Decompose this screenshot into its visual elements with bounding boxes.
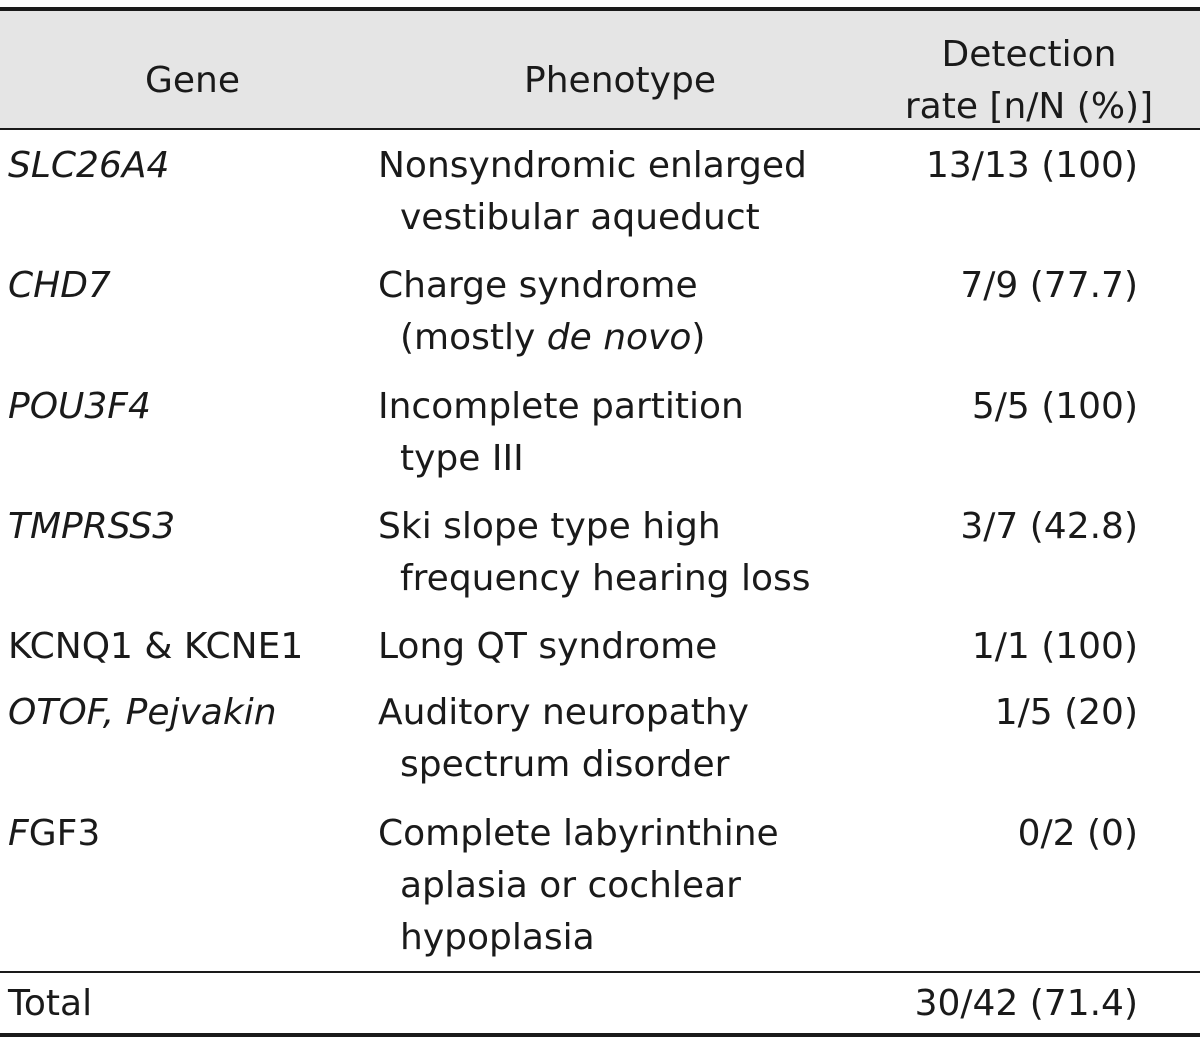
phenotype-line1: Nonsyndromic enlarged <box>378 145 807 186</box>
detection-cell: 5/5 (100) <box>971 386 1138 427</box>
table-total-rule <box>0 971 1200 973</box>
detection-cell: 7/9 (77.7) <box>960 265 1138 306</box>
phenotype-line2 <box>378 312 705 364</box>
phenotype-cell <box>378 621 717 673</box>
header-detection-line1: Detection <box>941 34 1117 75</box>
table-header <box>0 11 1200 128</box>
table-header-rule <box>0 128 1200 130</box>
detection-cell: 1/5 (20) <box>994 692 1138 733</box>
phenotype-line1: Auditory neuropathy <box>378 692 749 733</box>
detection-cell: 0/2 (0) <box>1017 813 1138 854</box>
phenotype-cell <box>378 501 810 605</box>
gene-cell: SLC26A4 <box>8 145 170 186</box>
detection-cell: 1/1 (100) <box>971 626 1138 667</box>
phenotype-line1: Long QT syndrome <box>378 626 718 667</box>
total-label: Total <box>8 983 93 1024</box>
header-gene: Gene <box>144 60 240 101</box>
gene-cell: OTOF, Pejvakin <box>8 692 277 733</box>
phenotype-line2: vestibular aqueduct <box>400 197 760 238</box>
phenotype-line2-suffix: ) <box>691 317 706 358</box>
phenotype-line3: hypoplasia <box>400 917 595 958</box>
header-detection-line2: rate [n/N (%)] <box>904 86 1154 127</box>
phenotype-line1: Complete labyrinthine <box>378 813 779 854</box>
gene-cell: KCNQ1 & KCNE1 <box>8 626 304 667</box>
phenotype-line2: spectrum disorder <box>400 744 730 785</box>
phenotype-line2-prefix: (mostly <box>400 317 547 358</box>
header-phenotype: Phenotype <box>524 60 716 101</box>
phenotype-cell <box>378 687 749 791</box>
phenotype-line2: frequency hearing loss <box>400 558 811 599</box>
header-detection-rate <box>870 29 1188 133</box>
total-detection-cell: 30/42 (71.4) <box>914 983 1138 1024</box>
phenotype-line1: Incomplete partition <box>378 386 744 427</box>
gene-cell: POU3F4 <box>8 386 151 427</box>
table-bottom-rule <box>0 1033 1200 1037</box>
gene-cell: CHD7 <box>8 265 111 306</box>
gene-normal-part: GF3 <box>28 813 101 854</box>
phenotype-cell <box>378 808 779 964</box>
phenotype-cell <box>378 140 807 244</box>
detection-cell: 13/13 (100) <box>926 145 1138 186</box>
phenotype-line2-italic: de novo <box>546 317 692 358</box>
phenotype-cell <box>378 260 705 364</box>
phenotype-line1: Ski slope type high <box>378 506 721 547</box>
detection-cell: 3/7 (42.8) <box>960 506 1138 547</box>
phenotype-line2: type III <box>400 438 524 479</box>
gene-cell: TMPRSS3 <box>8 506 176 547</box>
gene-cell <box>8 808 100 860</box>
gene-italic-part: F <box>8 813 29 854</box>
phenotype-line1: Charge syndrome <box>378 265 698 306</box>
phenotype-cell <box>378 381 744 485</box>
phenotype-line2: aplasia or cochlear <box>400 865 741 906</box>
